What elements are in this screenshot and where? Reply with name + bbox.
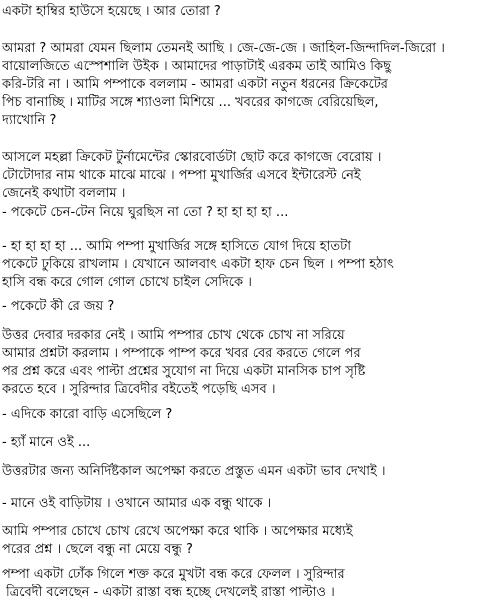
text-line: আমি পম্পার চোখে চোখ রেখে অপেক্ষা করে থাকি । অপেক্ষার মধ্যেই [2, 524, 353, 539]
text-line: করি-টরি না । আমি পম্পাকে বললাম - আমরা একটা নতুন ধরনের ক্রিকেটের [2, 77, 388, 92]
text-line: উত্তর দেবার দরকার নেই । আমি পম্পার চোখ থেকে চোখ না সরিয়ে [2, 328, 345, 343]
text-line: হাসি বন্ধ করে গোল গোল চোখে চাইল সেদিকে । [2, 275, 252, 290]
text-line: - পকেটে চেন-টেন নিয়ে ঘুরছিস না তো ? হা হা হা হা ... [2, 205, 289, 220]
text-line: আমার প্রশ্নটা করলাম । পম্পাকে পাম্প করে খবর বের করতে গেলে পর [2, 346, 361, 361]
text-line: উত্তরটার জন্য অনির্দিষ্টকাল অপেক্ষা করতে প্রস্তুত এমন একটা ভাব দেখাই । [2, 464, 386, 479]
text-line: - হা হা হা হা ... আমি পম্পা মুখার্জির সঙ্গে হাসিতে যোগ দিয়ে হাতটা [2, 239, 351, 254]
text-line: বায়োলজিতে এস্পেশালি উইক । আমাদের পাড়াটাই এরকম তাই আমিও কিছু [2, 59, 392, 74]
text-line: করতে হবে । সুরিন্দার ত্রিবেদীর বইতেই পড়েছি এসব । [2, 382, 276, 397]
text-line: পকেটে ঢুকিয়ে রাখলাম । যেখানে আলবাৎ একটা হাফ চেন ছিল । পম্পা হঠাৎ [2, 257, 394, 272]
text-line: - পকেটে কী রে জয় ? [2, 299, 115, 314]
text-line: - হ্যাঁ মানে ওই ... [2, 435, 91, 450]
text-line: দ্যাখোনি ? [2, 113, 57, 128]
text-line: - এদিকে কারো বাড়ি এসেছিলে ? [2, 407, 173, 422]
text-line: পিচ বানাচ্ছি । মাটির সঙ্গে শ্যাওলা মিশিয়ে ... খবরের কাগজে বেরিয়েছিল, [2, 95, 379, 110]
text-line: পর প্রশ্ন করে এবং পাল্টা প্রশ্নের সুযোগ না দিয়ে একটা মানসিক চাপ সৃষ্টি [2, 364, 366, 379]
text-line: জেনেই কথাটা বললাম । [2, 186, 126, 201]
text-line: পরের প্রশ্ন । ছেলে বন্ধু না মেয়ে বন্ধু ? [2, 542, 193, 557]
text-line: - মানে ওই বাড়িটায় । ওখানে আমার এক বন্ধু থাকে । [2, 496, 272, 511]
text-line: টোটোদার নাম থাকে মাঝে মাঝে । পম্পা মুখার্জির এসবে ইন্টারেস্ট নেই [2, 168, 361, 183]
text-line: পম্পা একটা ঢোঁক গিলে শক্ত করে মুখটা বন্ধ করে ফেলল । সুরিন্দার [2, 567, 345, 582]
text-line: ত্রিবেদী বলেছেন - একটা রাস্তা বন্ধ হচ্ছে দেখলেই রাস্তা পাল্টাও । [6, 585, 335, 600]
text-line: আমরা ? আমরা যেমন ছিলাম তেমনই আছি । জে-জে-জে । জাহিল-জিন্দাদিল-জিরো । [2, 41, 445, 56]
text-line: আসলে মহল্লা ক্রিকেট টুর্নামেন্টের স্কোরবোর্ডটা ছোট করে কাগজে বেরোয় । [2, 150, 382, 165]
text-line: একটা হাম্বির হাউসে হয়েছে । আর তোরা ? [2, 4, 221, 19]
